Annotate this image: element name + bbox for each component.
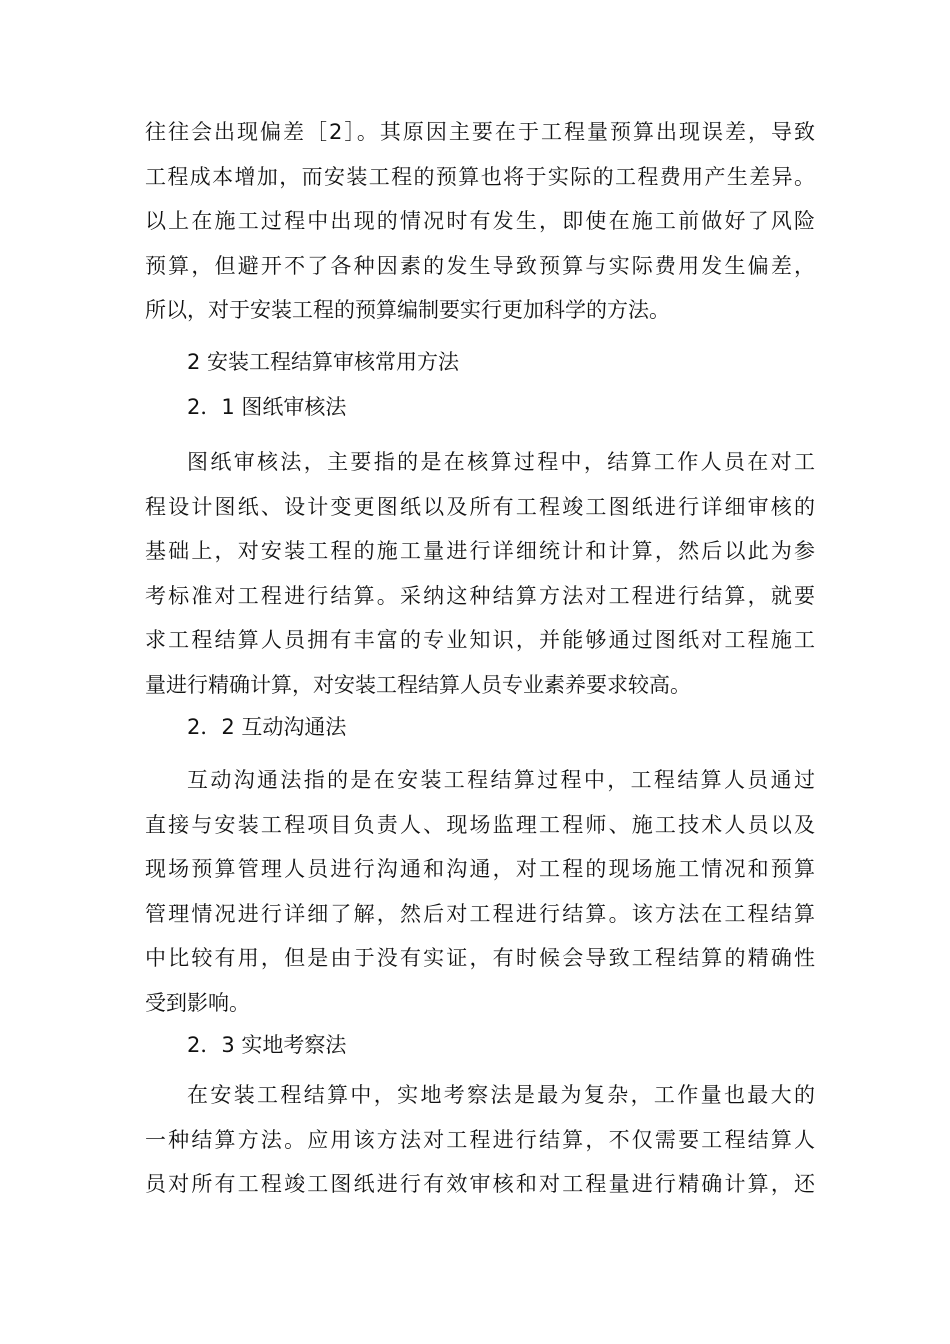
text-line: 考标准对工程进行结算。采纳这种结算方法对工程进行结算，就要 <box>145 583 815 608</box>
text-line: 程设计图纸、设计变更图纸以及所有工程竣工图纸进行详细审核的 <box>145 494 815 519</box>
text-line: 一种结算方法。应用该方法对工程进行结算，不仅需要工程结算人 <box>145 1127 815 1152</box>
paragraph-intro <box>145 110 815 333</box>
text-line: 预算，但避开不了各种因素的发生导致预算与实际费用发生偏差， <box>145 253 815 278</box>
paragraph-2-1 <box>145 440 815 708</box>
text-line: 所以，对于安装工程的预算编制要实行更加科学的方法。 <box>145 298 670 323</box>
subsection-heading: 2．1 图纸审核法 <box>187 395 347 419</box>
paragraph-2-2 <box>145 758 815 1026</box>
text-line: 往往会出现偏差［2］。其原因主要在于工程量预算出现误差，导致 <box>145 120 815 144</box>
text-line: 直接与安装工程项目负责人、现场监理工程师、施工技术人员以及 <box>145 812 815 837</box>
section-heading: 2 安装工程结算审核常用方法 <box>187 350 460 374</box>
text-line: 管理情况进行详细了解，然后对工程进行结算。该方法在工程结算 <box>145 901 815 926</box>
text-line: 互动沟通法指的是在安装工程结算过程中，工程结算人员通过 <box>187 768 815 792</box>
text-line: 中比较有用，但是由于没有实证，有时候会导致工程结算的精确性 <box>145 946 815 971</box>
text-line: 受到影响。 <box>145 990 250 1015</box>
text-line: 工程成本增加，而安装工程的预算也将于实际的工程费用产生差异。 <box>145 164 815 189</box>
paragraph-2-3 <box>145 1073 815 1207</box>
text-line: 以上在施工过程中出现的情况时有发生，即使在施工前做好了风险 <box>145 209 815 234</box>
subsection-heading: 2．2 互动沟通法 <box>187 715 347 739</box>
text-line: 求工程结算人员拥有丰富的专业知识，并能够通过图纸对工程施工 <box>145 628 815 653</box>
text-line: 基础上，对安装工程的施工量进行详细统计和计算，然后以此为参 <box>145 539 815 564</box>
text-line: 量进行精确计算，对安装工程结算人员专业素养要求较高。 <box>145 672 691 697</box>
subsection-heading: 2．3 实地考察法 <box>187 1033 347 1057</box>
text-line: 图纸审核法，主要指的是在核算过程中，结算工作人员在对工 <box>187 450 815 474</box>
text-line: 在安装工程结算中，实地考察法是最为复杂，工作量也最大的 <box>187 1083 815 1107</box>
text-line: 现场预算管理人员进行沟通和沟通，对工程的现场施工情况和预算 <box>145 857 815 882</box>
text-line: 员对所有工程竣工图纸进行有效审核和对工程量进行精确计算，还 <box>145 1172 815 1197</box>
